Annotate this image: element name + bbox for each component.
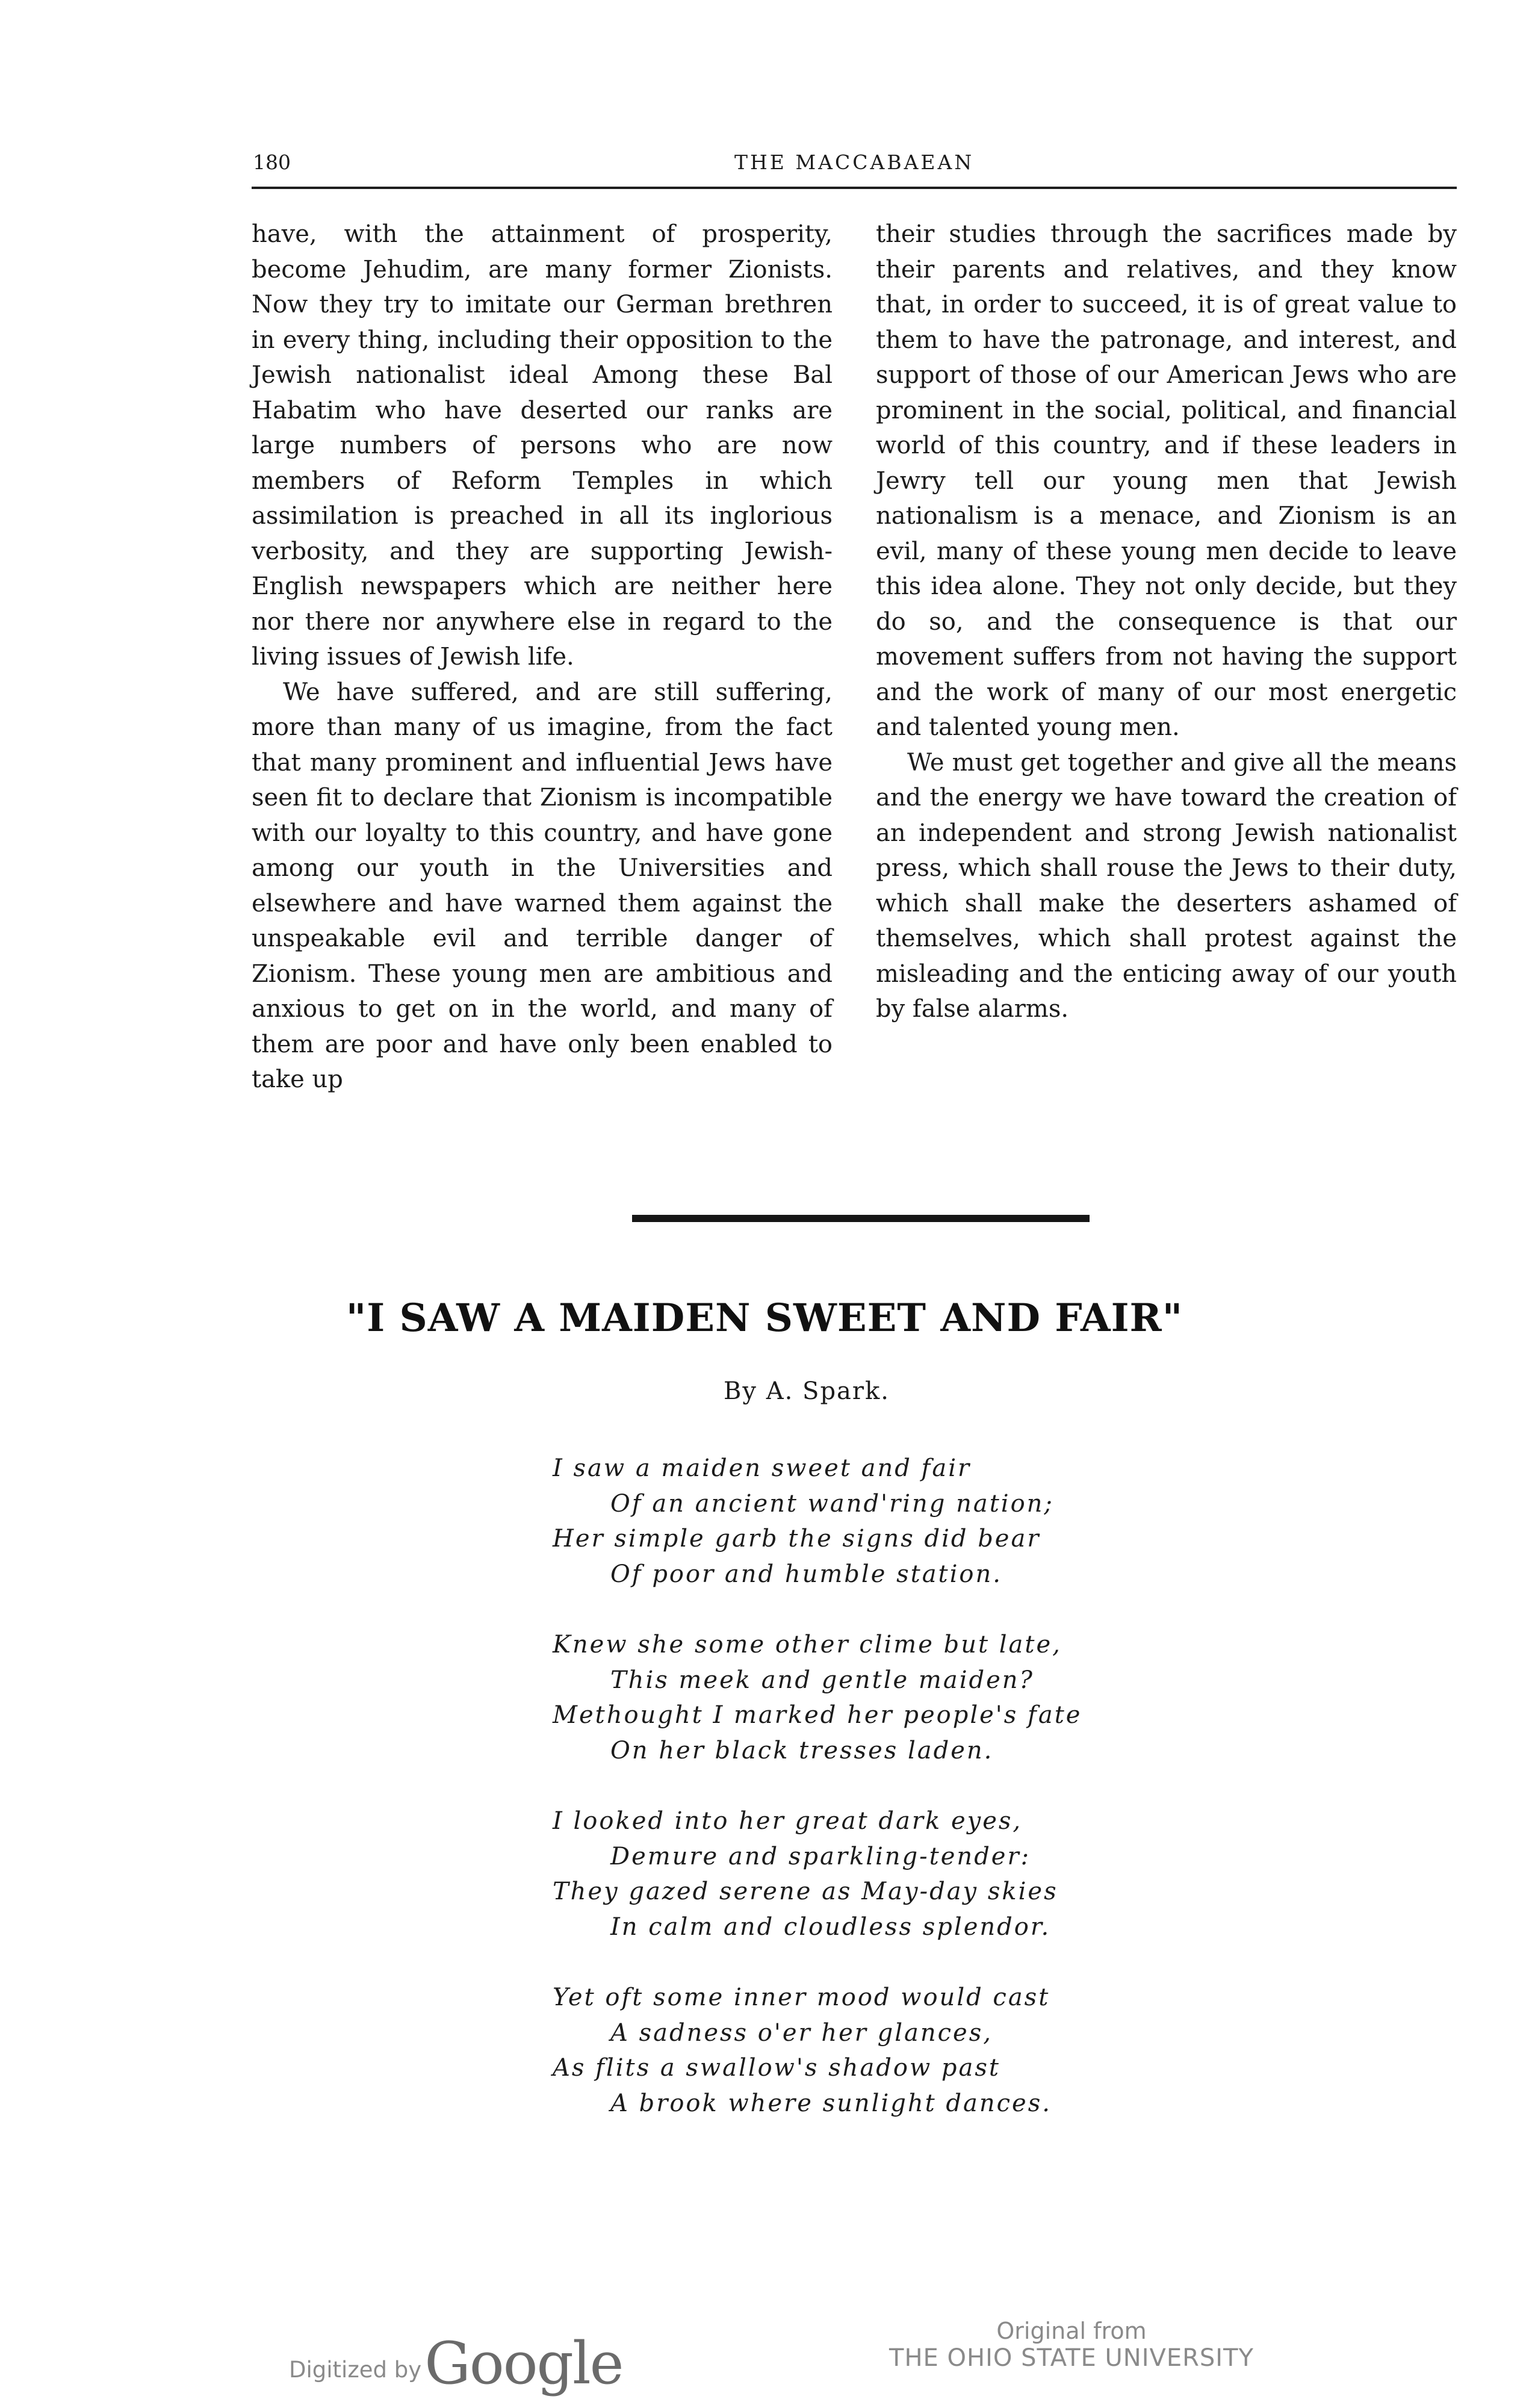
right-column [876,217,1457,1027]
page-number: 180 [253,150,291,174]
right-paragraph-2: We must get together and give all the means and the energy we have toward the creation of an independent and strong Jewish nationalist press, which shall rouse the Jews to their duty, which shall make the deserters ashamed of themselves, which shall protest against the misleading and the enticing away of our youth by false alarms. [876,748,1457,1023]
institution-name: THE OHIO STATE UNIVERSITY [889,2344,1254,2372]
poem-line: A sadness o'er her glances, [610,2019,993,2047]
poem-stanza [553,1980,1155,2121]
poem-stanza [553,1627,1155,1768]
header-rule [252,187,1457,189]
poem-line: A brook where sunlight dances. [610,2089,1052,2117]
poem-line: On her black tresses laden. [610,1736,994,1764]
poem-title: "I SAW A MAIDEN SWEET AND FAIR" [346,1296,1183,1341]
poem-stanza [553,1451,1155,1592]
poem-body [553,1451,1155,2156]
poem-line: Of an ancient wand'ring nation; [610,1489,1054,1518]
left-column [252,217,833,1097]
poem-line: I looked into her great dark eyes, [553,1807,1023,1835]
running-head: THE MACCABAEAN [734,150,975,174]
poem-line: In calm and cloudless splendor. [610,1913,1051,1941]
left-paragraph-1: have, with the attainment of prosperity, become Jehudim, are many former Zionists. Now they try to imitate our German brethren in every thing, including their opposition to the Jewish nationalist ideal Among these Bal Habatim who have deserted our ranks are large numbers of persons who are now members of Reform Temples in which assimilation is preached in all its inglorious verbosity, and they are supporting Jewish-English newspapers which are neither here nor there nor anywhere else in regard to the living issues of Jewish life. [252,220,833,671]
poem-line: This meek and gentle maiden? [610,1666,1034,1694]
original-from-watermark [879,2318,1264,2372]
poem-line: I saw a maiden sweet and fair [553,1454,972,1482]
digitized-by-watermark [289,2330,622,2397]
section-divider [632,1215,1090,1222]
google-logo: Google [424,2330,623,2397]
original-from-text: Original from [996,2318,1147,2344]
poem-line: They gazed serene as May-day skies [553,1878,1058,1906]
poem-line: Demure and sparkling-tender: [610,1842,1031,1870]
poem-stanza [553,1804,1155,1944]
poem-line: Methought I marked her people's fate [553,1701,1082,1730]
poem-byline: By A. Spark. [724,1377,890,1405]
poem-line: Knew she some other clime but late, [553,1630,1062,1659]
poem-line: Her simple garb the signs did bear [553,1525,1041,1553]
digitized-by-text: Digitized by [289,2357,422,2383]
poem-line: As flits a swallow's shadow past [553,2054,1000,2082]
left-paragraph-2: We have suffered, and are still suffering, more than many of us imagine, from the fact that many prominent and influential Jews have seen fit to declare that Zionism is incompatible with our loyalty to this country, and have gone among our youth in the Universities and elsewhere and have warned them against the unspeakable evil and terrible danger of Zionism. These young men are ambitious and anxious to get on in the world, and many of them are poor and have only been enabled to take up [252,678,833,1093]
poem-line: Of poor and humble station. [610,1560,1002,1588]
right-paragraph-1: their studies through the sacrifices made by their parents and relatives, and they know that, in order to succeed, it is of great value to them to have the patronage, and interest, and support of those of our American Jews who are prominent in the social, political, and financial world of this country, and if these leaders in Jewry tell our young men that Jewish nationalism is a menace, and Zionism is an evil, many of these young men decide to leave this idea alone. They not only decide, but they do so, and the consequence is that our movement suffers from not having the support and the work of many of our most energetic and talented young men. [876,220,1457,741]
poem-line: Yet oft some inner mood would cast [553,1983,1050,2011]
